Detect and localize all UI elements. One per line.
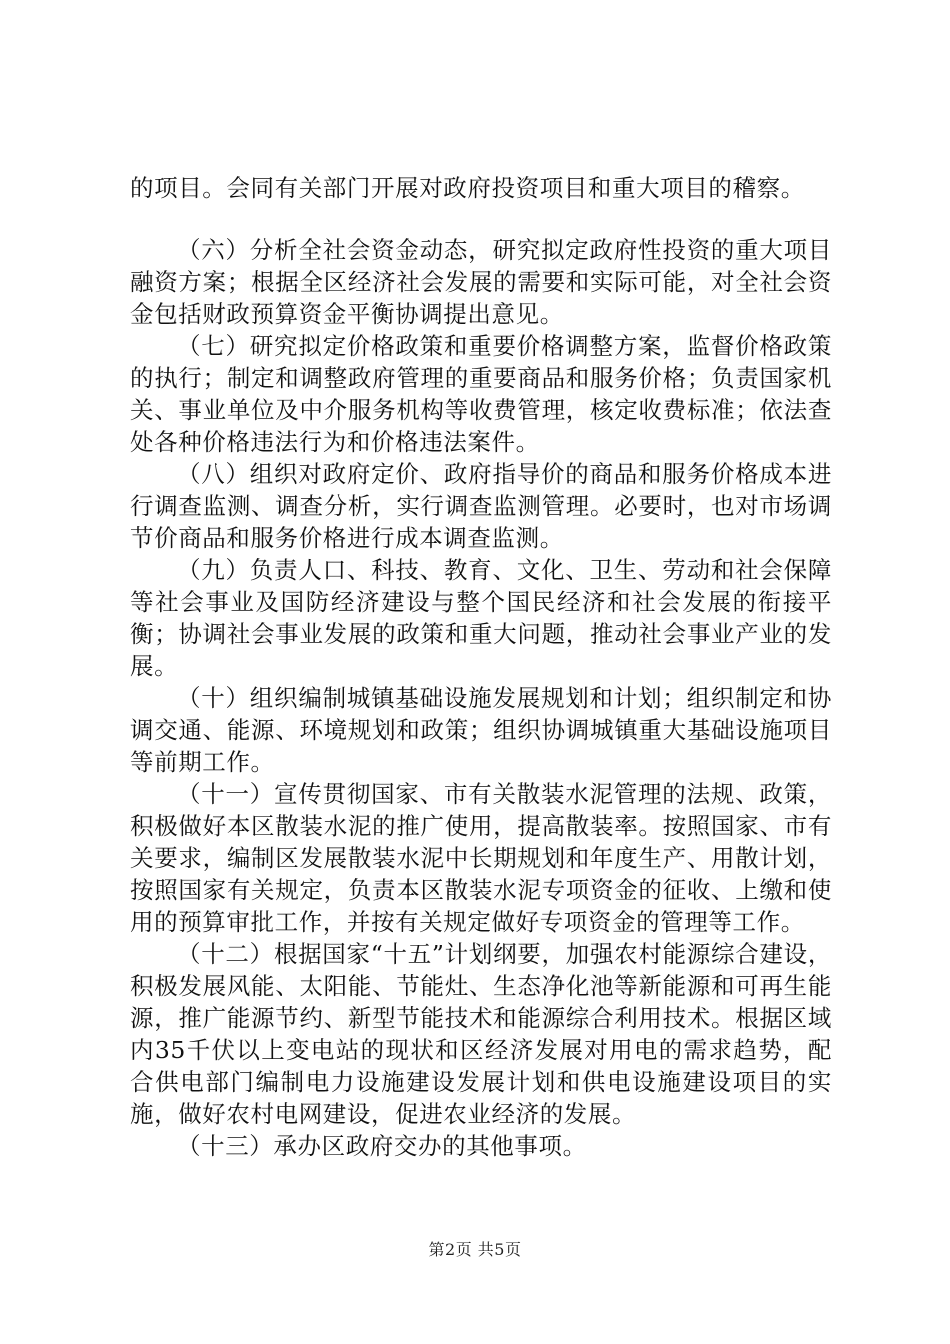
paragraph-item-9: （九）负责人口、科技、教育、文化、卫生、劳动和社会保障等社会事业及国防经济建设与整个国民经济和社会发展的衔接平衡；协调社会事业发展的政策和重大问题，推动社会事业产业的发展。 <box>130 556 832 680</box>
paragraph-item-10: （十）组织编制城镇基础设施发展规划和计划；组织制定和协调交通、能源、环境规划和政策；组织协调城镇重大基础设施项目等前期工作。 <box>130 684 832 776</box>
document-body <box>130 172 832 1162</box>
paragraph-item-8: （八）组织对政府定价、政府指导价的商品和服务价格成本进行调查监测、调查分析，实行调查监测管理。必要时，也对市场调节价商品和服务价格进行成本调查监测。 <box>130 460 832 552</box>
paragraph-item-11: （十一）宣传贯彻国家、市有关散装水泥管理的法规、政策，积极做好本区散装水泥的推广使用，提高散装率。按照国家、市有关要求，编制区发展散装水泥中长期规划和年度生产、用散计划，按照国家有关规定，负责本区散装水泥专项资金的征收、上缴和使用的预算审批工作，并按有关规定做好专项资金的管理等工作。 <box>130 780 832 936</box>
paragraph-item-13: （十三）承办区政府交办的其他事项。 <box>177 1132 587 1160</box>
paragraph-continuation: 的项目。会同有关部门开展对政府投资项目和重大项目的稽察。 <box>130 174 805 202</box>
paragraph-item-6: （六）分析全社会资金动态，研究拟定政府性投资的重大项目融资方案；根据全区经济社会发展的需要和实际可能，对全社会资金包括财政预算资金平衡协调提出意见。 <box>130 236 832 328</box>
paragraph-item-12: （十二）根据国家“十五”计划纲要，加强农村能源综合建设，积极发展风能、太阳能、节能灶、生态净化池等新能源和可再生能源，推广能源节约、新型节能技术和能源综合利用技术。根据区域内35千伏以上变电站的现状和区经济发展对用电的需求趋势，配合供电部门编制电力设施建设发展计划和供电设施建设项目的实施，做好农村电网建设，促进农业经济的发展。 <box>130 940 832 1128</box>
page-footer: 第2页 共5页 <box>428 1240 522 1259</box>
paragraph-item-7: （七）研究拟定价格政策和重要价格调整方案，监督价格政策的执行；制定和调整政府管理的重要商品和服务价格；负责国家机关、事业单位及中介服务机构等收费管理，核定收费标准；依法查处各种价格违法行为和价格违法案件。 <box>130 332 832 456</box>
